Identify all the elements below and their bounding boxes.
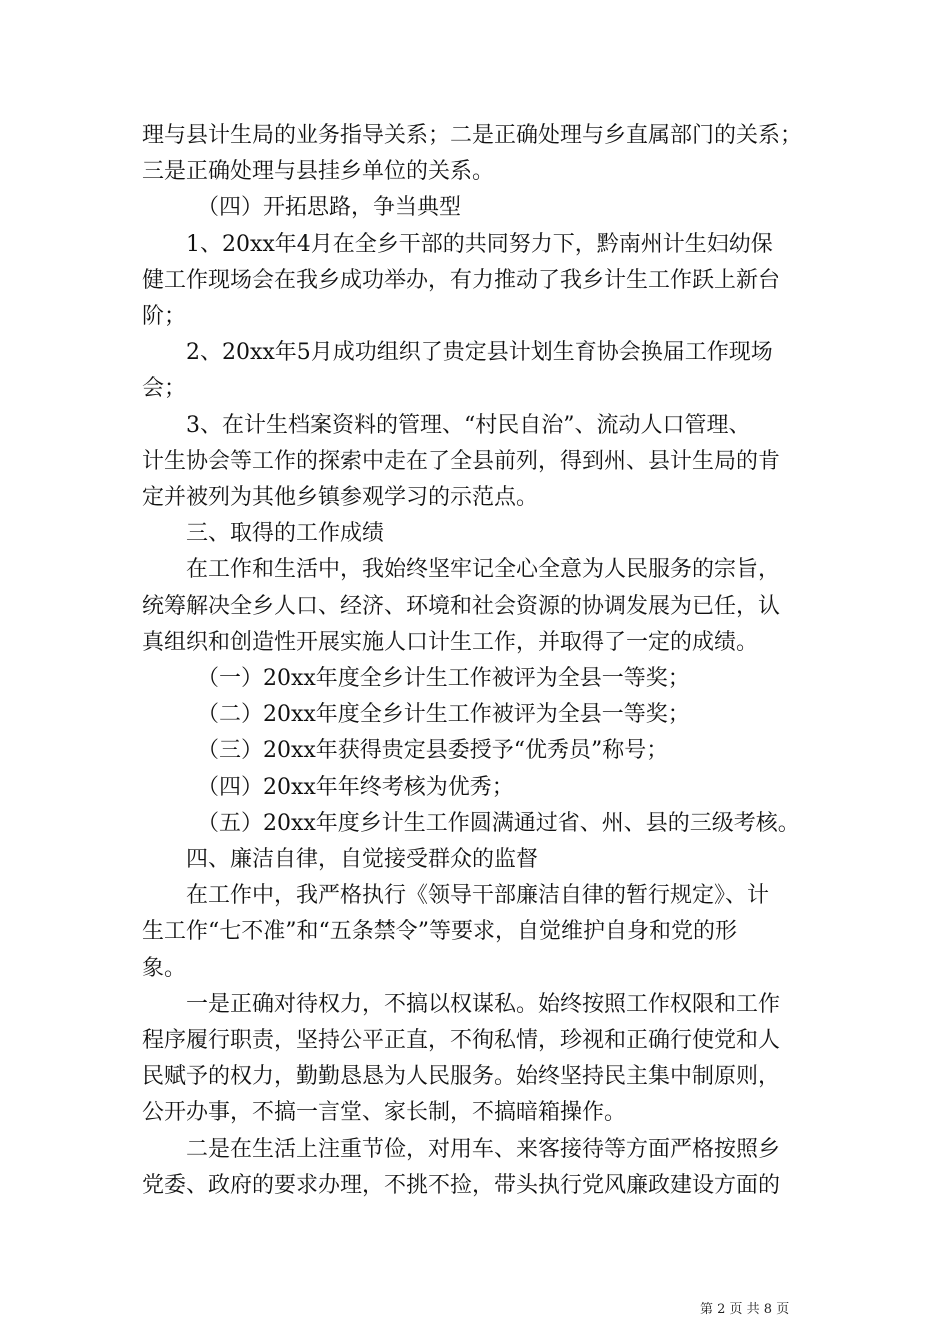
text-line: 健工作现场会在我乡成功举办，有力推动了我乡计生工作跃上新台 <box>142 267 781 293</box>
section-heading: （四）开拓思路，争当典型 <box>197 195 462 221</box>
list-item: （五）20xx年度乡计生工作圆满通过省、州、县的三级考核。 <box>197 810 800 836</box>
text-line: 三是正确处理与县挂乡单位的关系。 <box>142 159 495 185</box>
section-heading: 四、廉洁自律，自觉接受群众的监督 <box>186 847 539 873</box>
section-heading: 三、取得的工作成绩 <box>186 521 385 547</box>
text-line: 2、20xx年5月成功组织了贵定县计划生育协会换届工作现场 <box>186 340 773 366</box>
text-line: 会； <box>142 376 187 402</box>
page-number: 第 2 页 共 8 页 <box>700 1302 790 1317</box>
text-line: 民赋予的权力，勤勤恳恳为人民服务。始终坚持民主集中制原则， <box>142 1064 781 1090</box>
text-line: 理与县计生局的业务指导关系；二是正确处理与乡直属部门的关系； <box>142 123 803 148</box>
text-line: 计生协会等工作的探索中走在了全县前列，得到州、县计生局的肯 <box>142 448 781 474</box>
text-line: 定并被列为其他乡镇参观学习的示范点。 <box>142 485 539 511</box>
list-item: （三）20xx年获得贵定县委授予“优秀员”称号； <box>197 738 669 764</box>
text-line: 象。 <box>142 955 187 981</box>
text-line: 党委、政府的要求办理，不挑不捡，带头执行党风廉政建设方面的 <box>142 1172 781 1198</box>
text-line: 1、20xx年4月在全乡干部的共同努力下，黔南州计生妇幼保 <box>186 231 773 257</box>
text-line: 二是在生活上注重节俭，对用车、来客接待等方面严格按照乡 <box>186 1136 781 1162</box>
list-item: （四）20xx年年终考核为优秀； <box>197 774 514 800</box>
text-line: 程序履行职责，坚持公平正直，不徇私情，珍视和正确行使党和人 <box>142 1028 781 1054</box>
text-line: 生工作“七不准”和“五条禁令”等要求，自觉维护自身和党的形 <box>142 919 737 945</box>
text-line: 在工作中，我严格执行《领导干部廉洁自律的暂行规定》、计 <box>186 883 770 909</box>
list-item: （一）20xx年度全乡计生工作被评为全县一等奖； <box>197 666 690 692</box>
text-line: 一是正确对待权力，不搞以权谋私。始终按照工作权限和工作 <box>186 991 781 1017</box>
text-line: 阶； <box>142 304 187 330</box>
text-line: 在工作和生活中，我始终坚牢记全心全意为人民服务的宗旨， <box>186 557 781 583</box>
text-line: 真组织和创造性开展实施人口计生工作，并取得了一定的成绩。 <box>142 629 759 655</box>
list-item: （二）20xx年度全乡计生工作被评为全县一等奖； <box>197 702 690 728</box>
text-line: 统筹解决全乡人口、经济、环境和社会资源的协调发展为已任，认 <box>142 593 781 619</box>
document-body <box>142 118 822 1204</box>
text-line: 公开办事，不搞一言堂、家长制，不搞暗箱操作。 <box>142 1100 627 1126</box>
text-line: 3、在计生档案资料的管理、“村民自治”、流动人口管理、 <box>186 412 751 438</box>
